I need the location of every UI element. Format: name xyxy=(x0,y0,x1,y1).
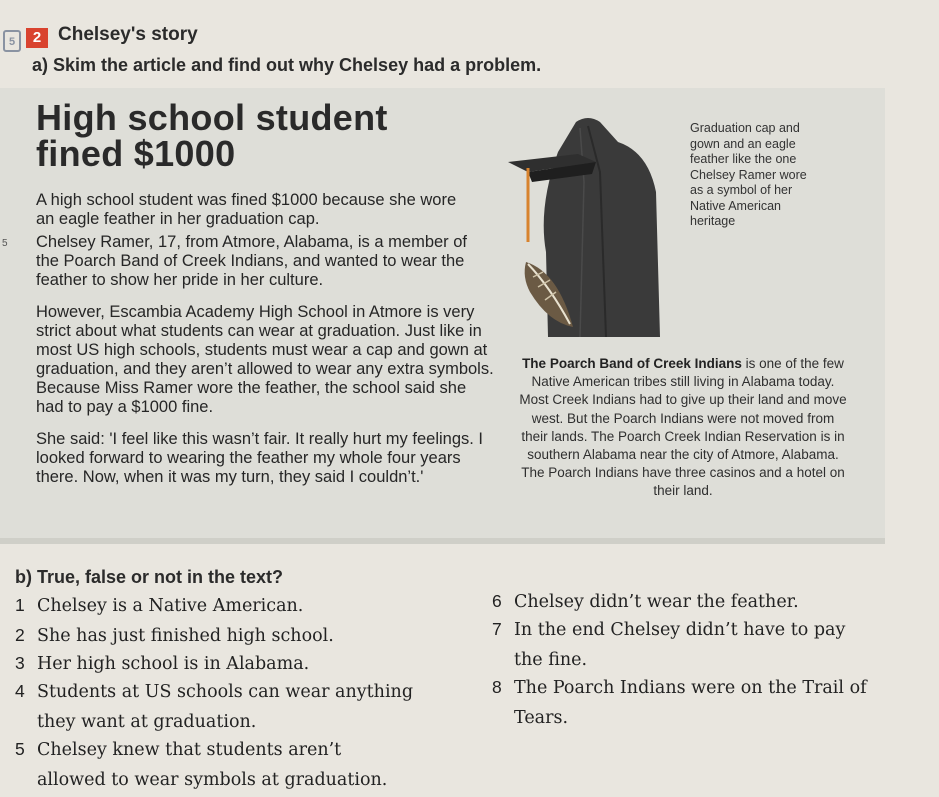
question-text: She has just finished high school. xyxy=(37,626,334,646)
graduation-gown-icon xyxy=(488,112,668,344)
question-number: 2 xyxy=(15,625,25,645)
exercise-icon: 5 xyxy=(3,30,21,52)
headline-line-1: High school student xyxy=(36,97,388,138)
image-caption: Graduation cap and gown and an eagle feather like the one Chelsey Ramer wore as a symbol of her Native American heritage xyxy=(690,121,807,228)
question-number: 6 xyxy=(492,591,502,611)
info-box-text: is one of the few Native American tribes still living in Alabama today. Most Creek Indians had to give up their land and move west. But the Poarch Indians were not moved from their lands. The Poarch Creek Indian Reservation is in southern Alabama near the city of Atmore, Alabama. The Poarch Indians have three casinos and a hotel on their land. xyxy=(519,356,847,499)
question-text-continued: Tears. xyxy=(514,708,569,728)
article-headline xyxy=(36,97,476,174)
question-4 xyxy=(15,676,413,737)
question-7 xyxy=(492,614,845,675)
question-8 xyxy=(492,672,867,733)
article-paragraph-1: A high school student was fined $1000 because she wore an eagle feather in her graduation cap. xyxy=(36,191,457,228)
question-number: 4 xyxy=(15,681,25,701)
article-paragraph-2: Chelsey Ramer, 17, from Atmore, Alabama, is a member of the Poarch Band of Creek Indians, and wanted to wear the feather to show her pride in her culture. xyxy=(36,233,468,289)
question-3 xyxy=(15,648,309,679)
headline-line-2: fined $1000 xyxy=(36,133,236,174)
question-number: 8 xyxy=(492,677,502,697)
info-box xyxy=(518,355,848,501)
article-divider xyxy=(0,538,885,544)
question-text: Her high school is in Alabama. xyxy=(37,654,310,674)
info-box-title: The Poarch Band of Creek Indians xyxy=(522,356,742,371)
question-text: Students at US schools can wear anything xyxy=(37,682,414,702)
question-text-continued: the fine. xyxy=(514,650,588,670)
question-2 xyxy=(15,620,334,651)
question-text: Chelsey knew that students aren’t xyxy=(37,740,342,760)
question-number: 5 xyxy=(15,739,25,759)
question-text-continued: they want at graduation. xyxy=(37,712,257,732)
task-title: Chelsey's story xyxy=(58,24,198,45)
part-b-instruction: b) True, false or not in the text? xyxy=(15,567,284,587)
question-number: 3 xyxy=(15,653,25,673)
question-text: The Poarch Indians were on the Trail of xyxy=(514,678,867,698)
article-paragraph-3: However, Escambia Academy High School in Atmore is very strict about what students can wear at graduation. Just like in most US high schools, students must wear a cap and gown at graduation, and they aren’t allowed to wear any extra symbols. Because Miss Ramer wore the feather, the school said she had to pay a $1000 fine. xyxy=(36,303,494,416)
question-text-continued: allowed to wear symbols at graduation. xyxy=(37,770,388,790)
question-5 xyxy=(15,734,387,795)
article-paragraph-4: She said: 'I feel like this wasn’t fair. It really hurt my feelings. I looked forward to wearing the feather my whole four years there. Now, when it was my turn, they said I couldn’t.' xyxy=(36,430,484,486)
question-text: Chelsey is a Native American. xyxy=(37,596,304,616)
task-number-badge: 2 xyxy=(26,28,48,48)
line-number-5: 5 xyxy=(2,238,8,249)
question-text: In the end Chelsey didn’t have to pay xyxy=(514,620,846,640)
question-1 xyxy=(15,590,303,621)
part-a-instruction: a) Skim the article and find out why Chelsey had a problem. xyxy=(32,55,542,75)
question-text: Chelsey didn’t wear the feather. xyxy=(514,592,799,612)
question-number: 1 xyxy=(15,595,25,615)
question-number: 7 xyxy=(492,619,502,639)
question-6 xyxy=(492,586,799,617)
